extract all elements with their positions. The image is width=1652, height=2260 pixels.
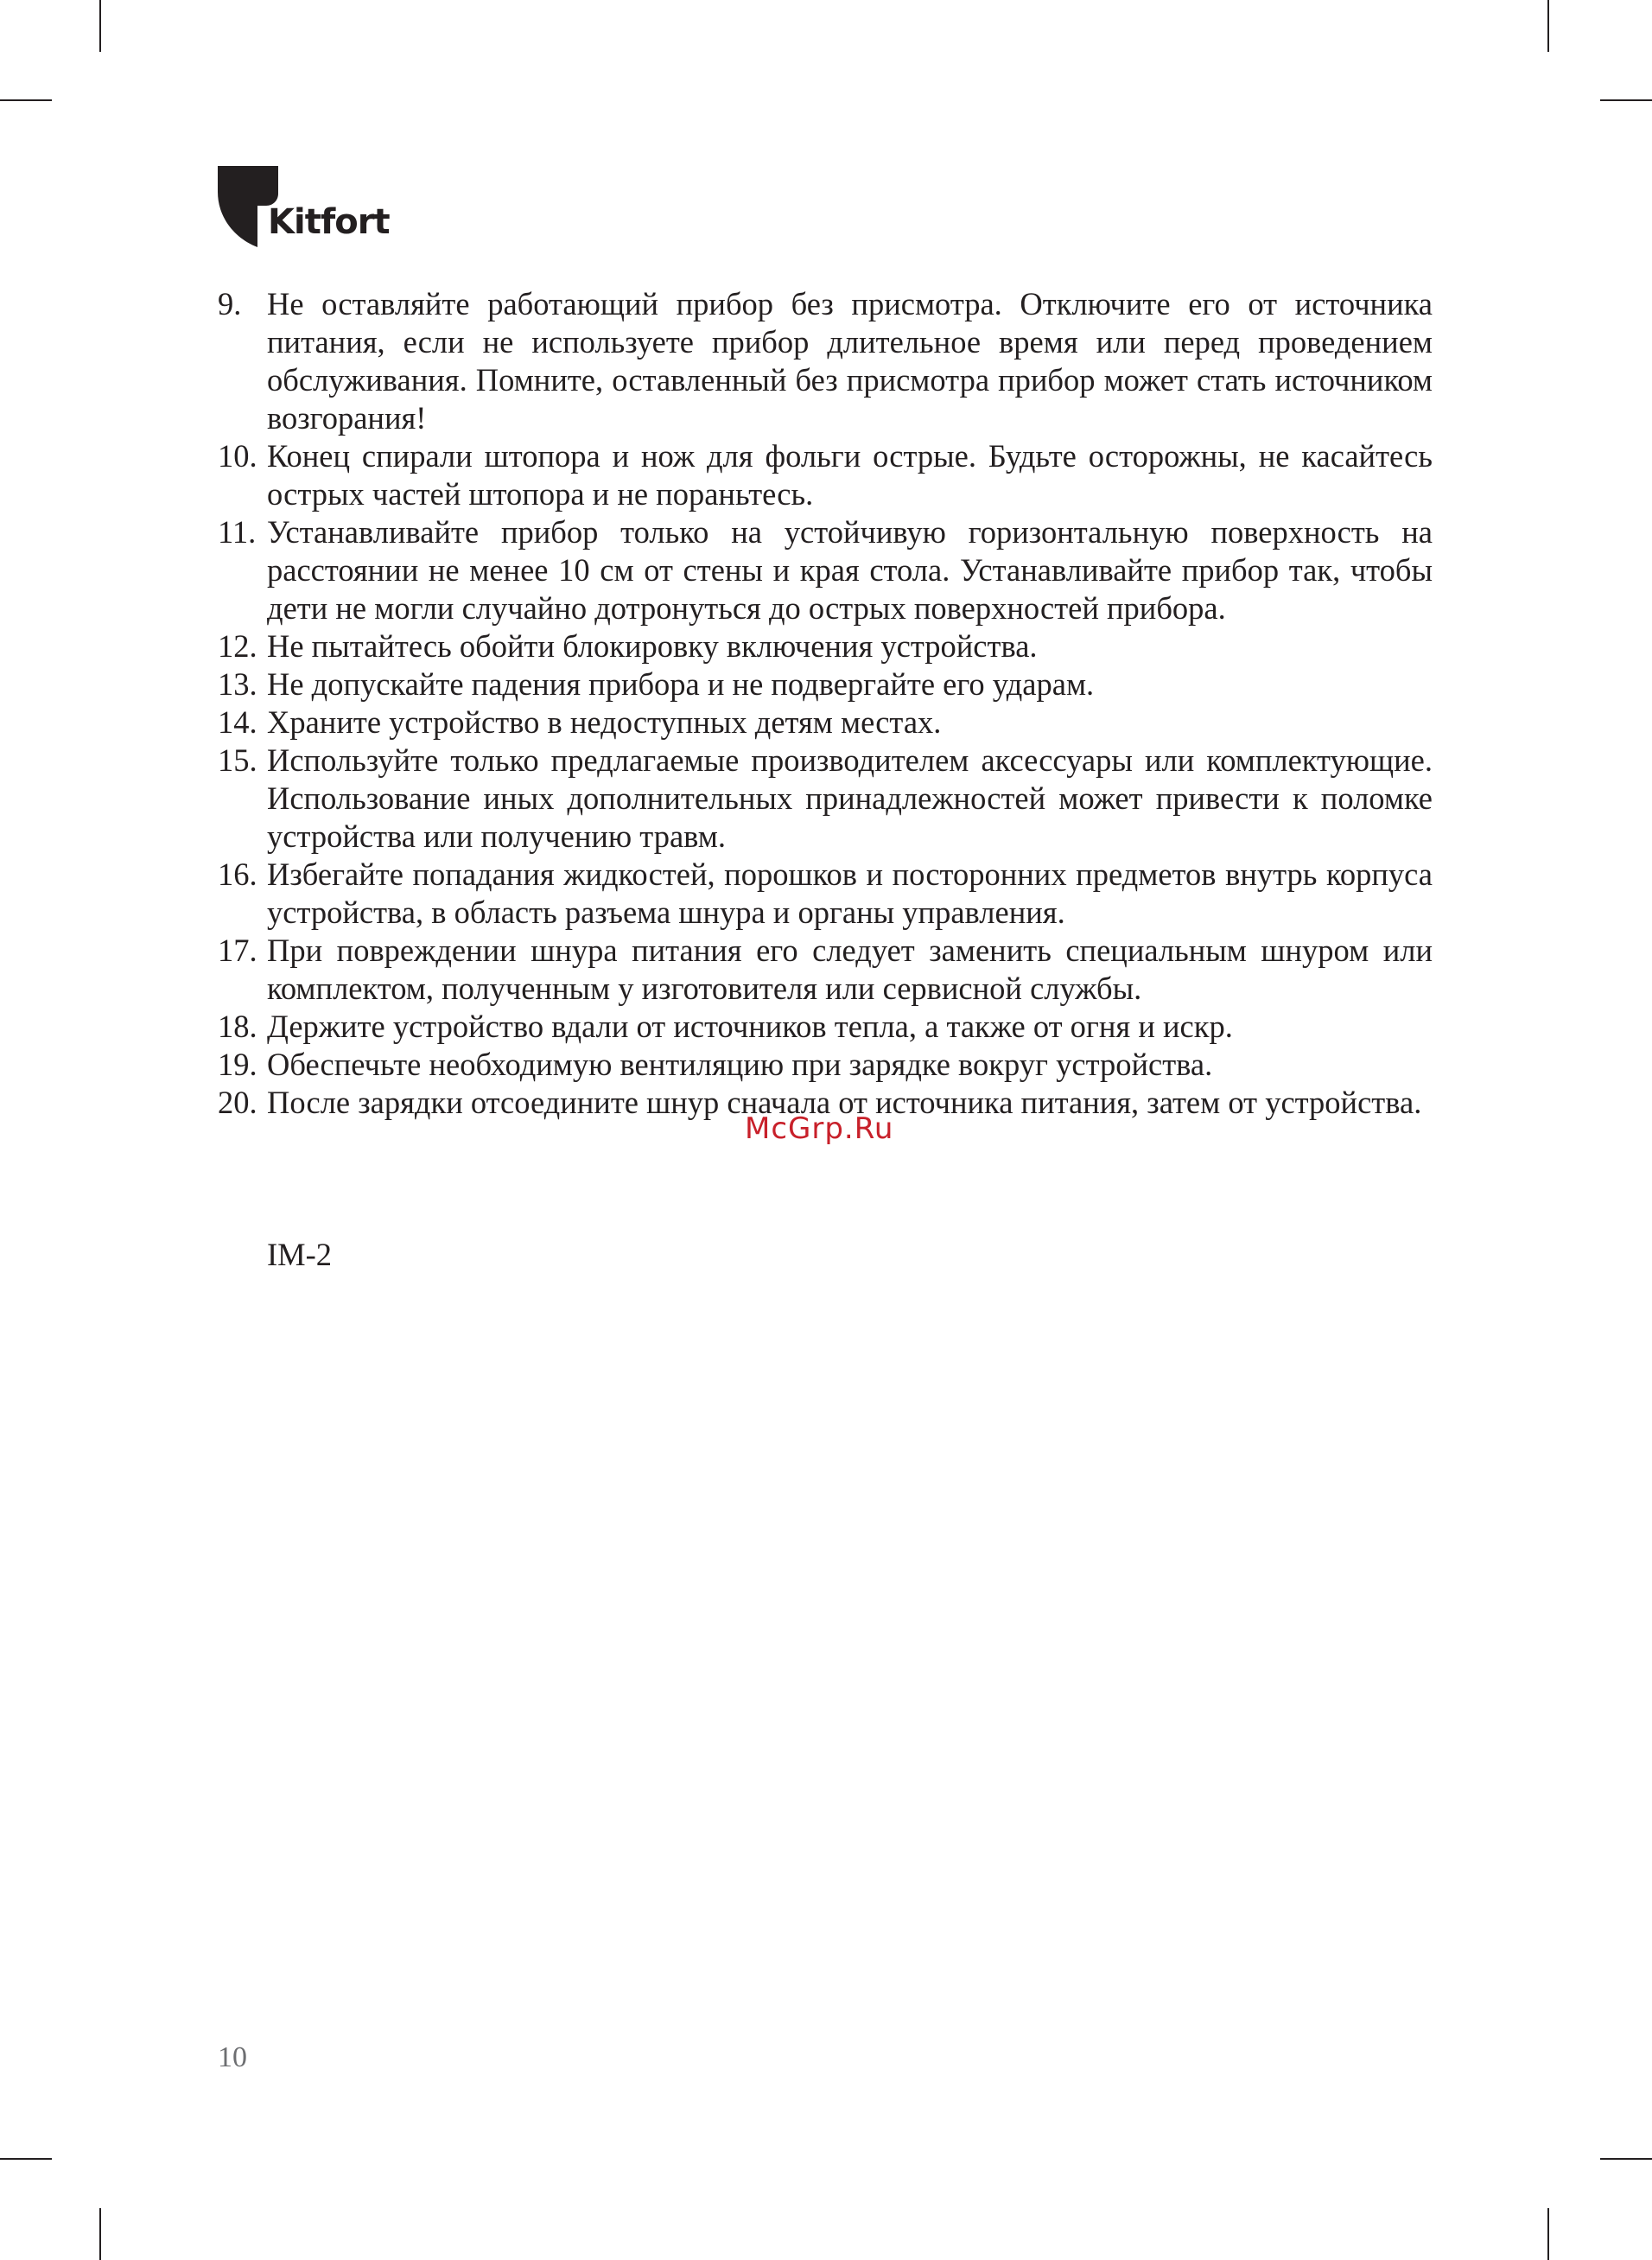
list-item bbox=[218, 627, 1433, 665]
list-item bbox=[218, 665, 1433, 703]
item-text: Не пытайтесь обойти блокировку включения устройства. bbox=[267, 628, 1038, 664]
item-text: При повреждении шнура питания его следует заменить специальным шнуром или комплектом, полученным у изготовителя или сервисной службы. bbox=[267, 933, 1433, 1006]
brand-logo bbox=[218, 166, 442, 252]
item-number: 20. bbox=[218, 1085, 257, 1120]
item-number: 18. bbox=[218, 1009, 257, 1044]
list-item bbox=[218, 703, 1433, 742]
watermark: McGrp.Ru bbox=[745, 1111, 894, 1146]
item-text: Храните устройство в недоступных детям местах. bbox=[267, 704, 942, 740]
item-text: Не допускайте падения прибора и не подвергайте его ударам. bbox=[267, 666, 1095, 702]
page-number: 10 bbox=[218, 2041, 247, 2073]
item-number: 16. bbox=[218, 856, 257, 892]
crop-mark-right-top bbox=[1600, 99, 1652, 101]
item-number: 17. bbox=[218, 933, 257, 968]
item-text: Держите устройство вдали от источников тепла, а также от огня и искр. bbox=[267, 1009, 1233, 1044]
list-item bbox=[218, 437, 1433, 513]
item-number: 13. bbox=[218, 666, 257, 702]
item-number: 19. bbox=[218, 1047, 257, 1082]
item-text: Устанавливайте прибор только на устойчивую горизонтальную поверхность на расстоянии не менее 10 см от стены и края стола. Устанавливайте прибор так, чтобы дети не могли случайно дотронуться до острых поверхностей прибора. bbox=[267, 514, 1433, 626]
crop-mark-bottom-right bbox=[1547, 2208, 1549, 2260]
item-text: Используйте только предлагаемые производителем аксессуары или комплектующие. Использование иных дополнительных принадлежностей может привести к поломке устройства или получению травм. bbox=[267, 742, 1433, 854]
document-code: IM-2 bbox=[267, 1237, 333, 1272]
list-item bbox=[218, 1008, 1433, 1046]
item-number: 10. bbox=[218, 438, 257, 474]
crop-mark-bottom-left bbox=[99, 2208, 101, 2260]
item-number: 11. bbox=[218, 514, 257, 550]
list-item bbox=[218, 856, 1433, 932]
brand-name: Kitfort bbox=[268, 202, 390, 242]
list-item bbox=[218, 932, 1433, 1008]
crop-mark-left-bottom bbox=[0, 2158, 52, 2160]
item-text: После зарядки отсоедините шнур сначала от источника питания, затем от устройства. bbox=[267, 1085, 1422, 1120]
list-item bbox=[218, 285, 1433, 437]
crop-mark-right-bottom bbox=[1600, 2158, 1652, 2160]
crop-mark-left-top bbox=[0, 99, 52, 101]
list-item bbox=[218, 742, 1433, 856]
item-text: Не оставляйте работающий прибор без присмотра. Отключите его от источника питания, если не используете прибор длительное время или перед проведением обслуживания. Помните, оставленный без присмотра прибор может стать источником возгорания! bbox=[267, 286, 1433, 436]
item-number: 9. bbox=[218, 286, 242, 321]
item-number: 14. bbox=[218, 704, 257, 740]
item-number: 12. bbox=[218, 628, 257, 664]
crop-mark-top-left bbox=[99, 0, 101, 52]
crop-mark-top-right bbox=[1547, 0, 1549, 52]
item-text: Конец спирали штопора и нож для фольги острые. Будьте осторожны, не касайтесь острых частей штопора и не пораньтесь. bbox=[267, 438, 1433, 512]
list-item bbox=[218, 513, 1433, 627]
safety-instructions-list bbox=[218, 285, 1433, 1122]
item-text: Обеспечьте необходимую вентиляцию при зарядке вокруг устройства. bbox=[267, 1047, 1213, 1082]
item-text: Избегайте попадания жидкостей, порошков и посторонних предметов внутрь корпуса устройства, в область разъема шнура и органы управления. bbox=[267, 856, 1433, 930]
list-item bbox=[218, 1046, 1433, 1084]
item-number: 15. bbox=[218, 742, 257, 778]
